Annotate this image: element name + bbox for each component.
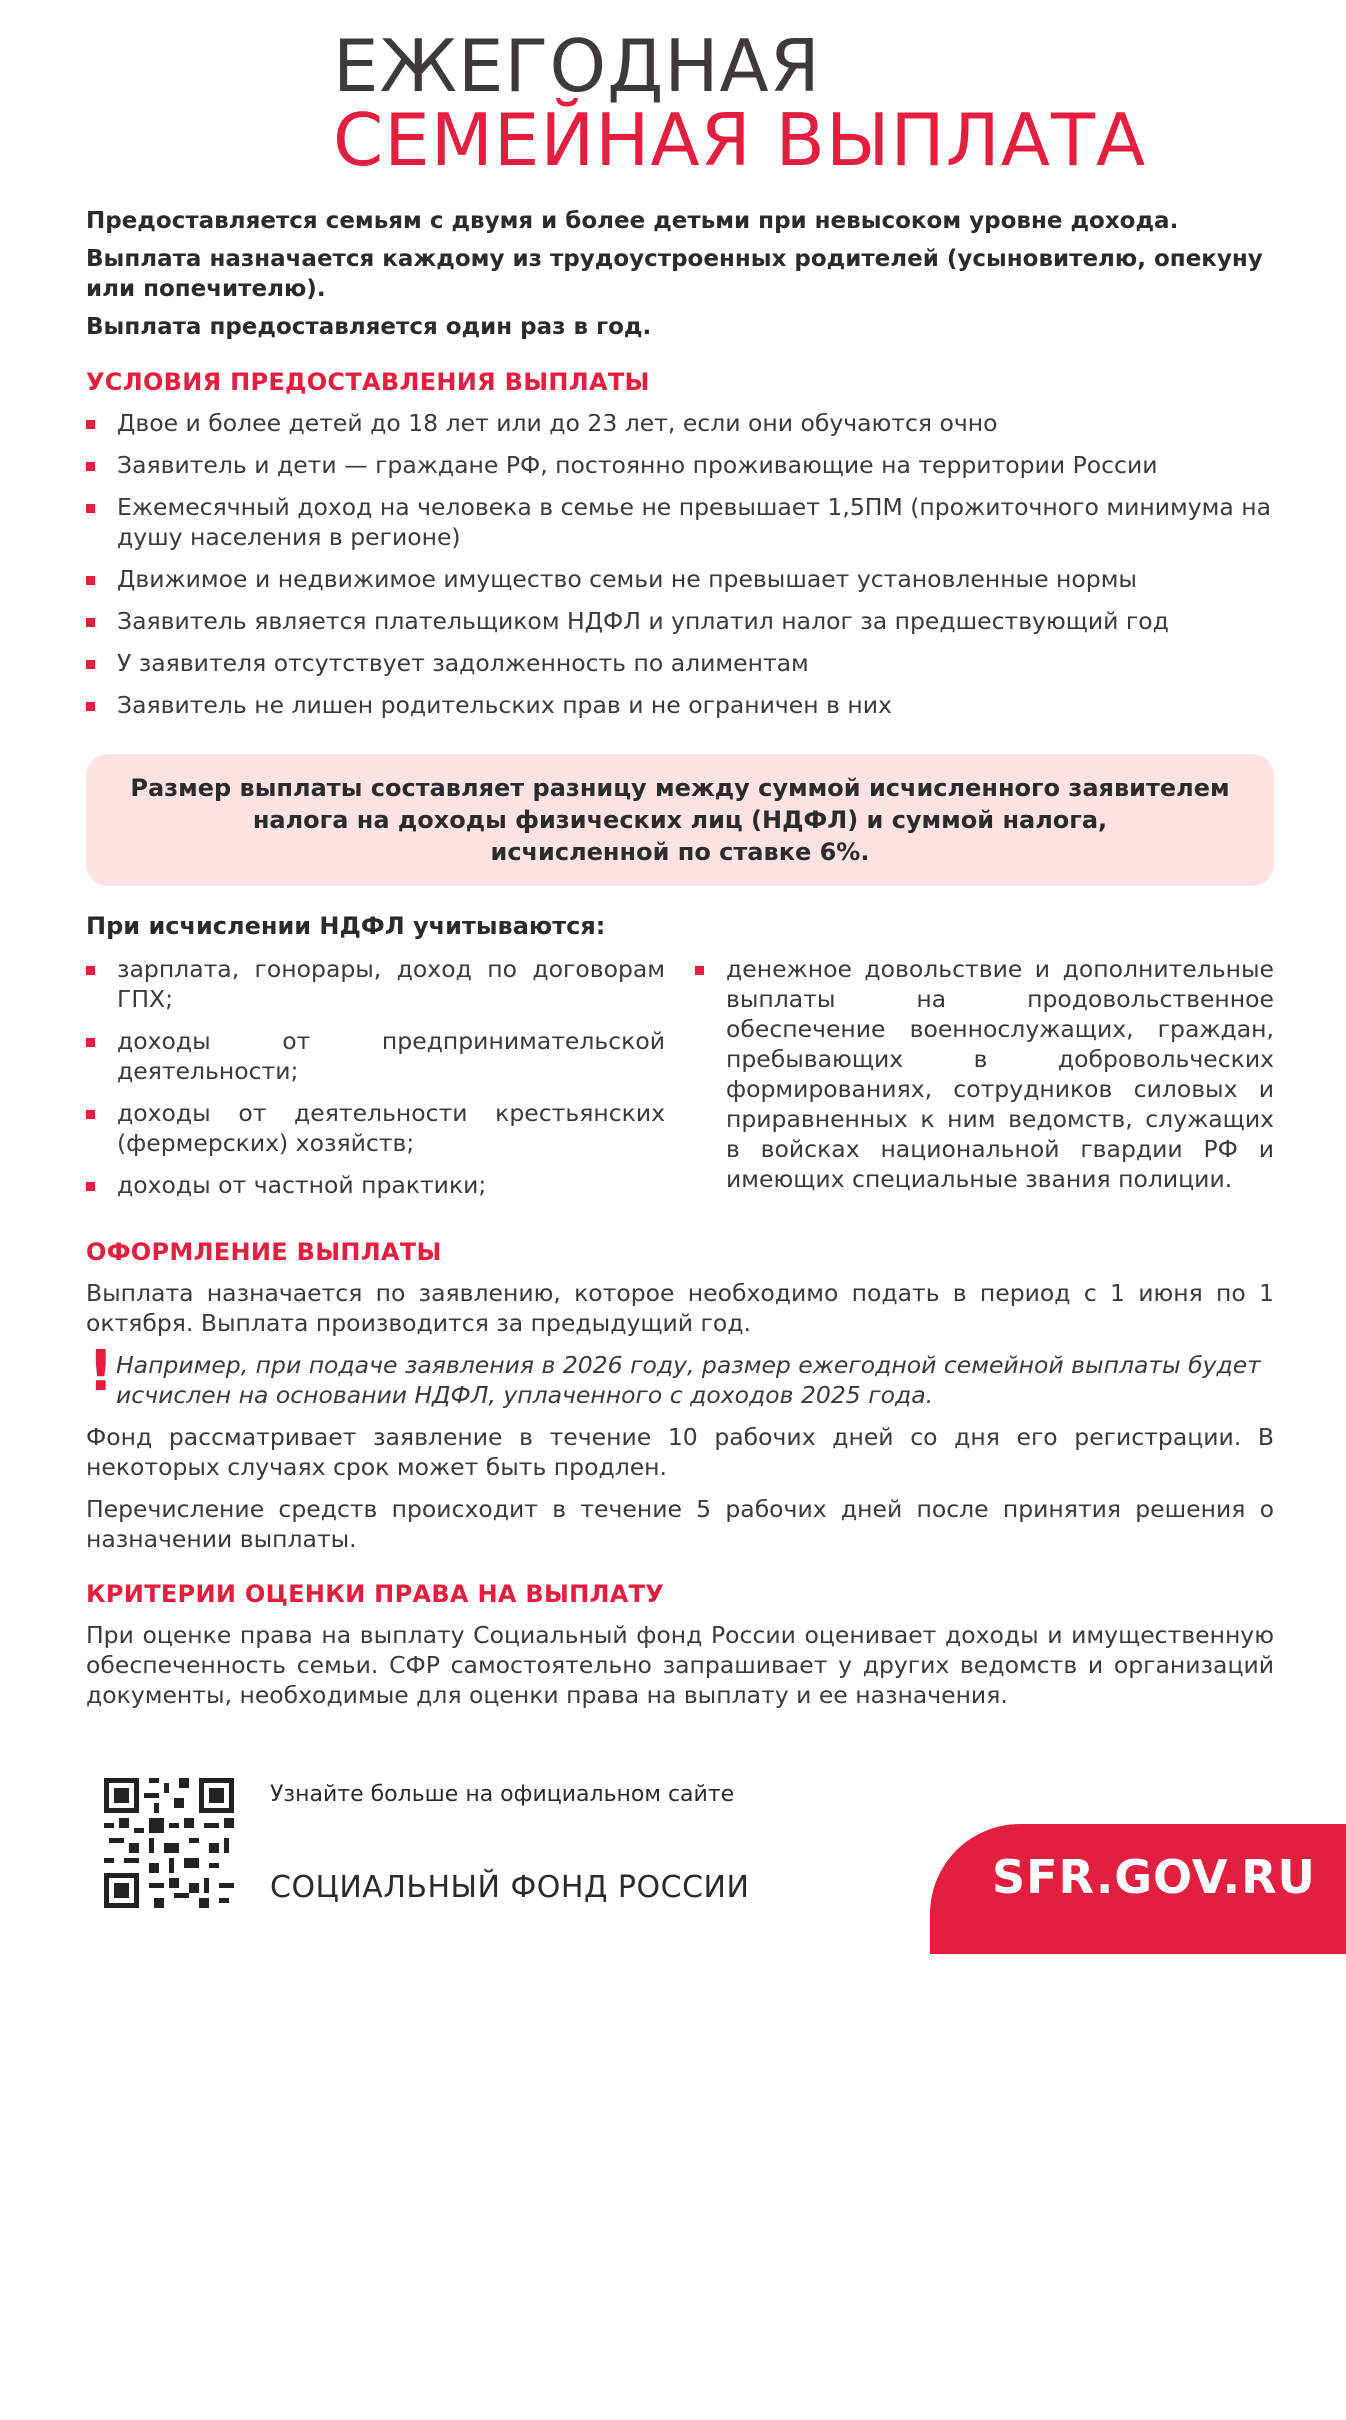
example-note-text: Например, при подаче заявления в 2026 году, размер ежегодной семейной выплаты будет исчислен на основании НДФЛ, уплаченного с доходов 2025 года. [116, 1351, 1261, 1409]
list-item [86, 648, 1274, 678]
ndfl-left-list [86, 954, 665, 1200]
bullet-square-icon [86, 504, 95, 513]
bullet-square-icon [86, 1038, 95, 1047]
list-item-text: зарплата, гонорары, доход по договорам ГПХ; [117, 955, 665, 1013]
footer-org-name: СОЦИАЛЬНЫЙ ФОНД РОССИИ [270, 1870, 750, 1905]
list-item-text: Движимое и недвижимое имущество семьи не превышает установленные нормы [117, 565, 1137, 593]
bullet-square-icon [86, 618, 95, 627]
list-item-text: Заявитель и дети — граждане РФ, постоянно проживающие на территории России [117, 451, 1158, 479]
bullet-square-icon [86, 660, 95, 669]
callout-line: налога на доходы физических лиц (НДФЛ) и суммой налога, [252, 806, 1108, 834]
ndfl-heading: При исчислении НДФЛ учитываются: [86, 912, 606, 940]
list-item [86, 954, 665, 1014]
bullet-square-icon [86, 576, 95, 585]
list-item [86, 690, 1274, 720]
title-line-2: СЕМЕЙНАЯ ВЫПЛАТА [333, 98, 1147, 182]
callout-line: исчисленной по ставке 6%. [490, 838, 870, 866]
list-item-text: Заявитель является плательщиком НДФЛ и уплатил налог за предшествующий год [117, 607, 1169, 635]
list-item [86, 1026, 665, 1086]
intro-line: Предоставляется семьям с двумя и более детьми при невысоком уровне дохода. [86, 208, 1179, 234]
intro-block [86, 206, 1274, 342]
conditions-heading: УСЛОВИЯ ПРЕДОСТАВЛЕНИЯ ВЫПЛАТЫ [86, 368, 650, 396]
conditions-list [86, 408, 1274, 720]
application-paragraph: Выплата назначается по заявлению, которое необходимо подать в период с 1 июня по 1 октября. Выплата производится за предыдущий год. [86, 1279, 1274, 1337]
intro-line: Выплата предоставляется один раз в год. [86, 314, 652, 340]
footer-hint: Узнайте больше на официальном сайте [270, 1782, 735, 1807]
bullet-square-icon [86, 462, 95, 471]
list-item [86, 606, 1274, 636]
list-item [695, 954, 1274, 1194]
ndfl-columns [86, 954, 1274, 1212]
list-item-text: У заявителя отсутствует задолженность по алиментам [117, 649, 809, 677]
list-item-text: Двое и более детей до 18 лет или до 23 лет, если они обучаются очно [117, 409, 998, 437]
bullet-square-icon [86, 966, 95, 975]
list-item [86, 1170, 665, 1200]
list-item [86, 450, 1274, 480]
list-item-text: Ежемесячный доход на человека в семье не превышает 1,5ПМ (прожиточного минимума на душу населения в регионе) [117, 493, 1271, 551]
title-line-1: ЕЖЕГОДНАЯ [333, 24, 821, 108]
bullet-square-icon [695, 966, 704, 975]
bullet-square-icon [86, 420, 95, 429]
list-item [86, 1098, 665, 1158]
exclamation-icon: ! [88, 1339, 114, 1404]
criteria-heading: КРИТЕРИИ ОЦЕНКИ ПРАВА НА ВЫПЛАТУ [86, 1580, 665, 1608]
qr-code-icon[interactable] [104, 1778, 234, 1908]
list-item [86, 492, 1274, 552]
bullet-square-icon [86, 702, 95, 711]
callout-line: Размер выплаты составляет разницу между суммой исчисленного заявителем [130, 774, 1230, 802]
bullet-square-icon [86, 1182, 95, 1191]
ndfl-left-column [86, 954, 665, 1212]
example-note [86, 1339, 1274, 1410]
bullet-square-icon [86, 1110, 95, 1119]
application-paragraph: Фонд рассматривает заявление в течение 10 рабочих дней со дня его регистрации. В некоторых случаях срок может быть продлен. [86, 1423, 1274, 1481]
criteria-paragraph: При оценке права на выплату Социальный фонд России оценивает доходы и имущественную обеспеченность семьи. СФР самостоятельно запрашивает у других ведомств и организаций документы, необходимые для оценки права на выплату и ее назначения. [86, 1621, 1274, 1709]
list-item-text: Заявитель не лишен родительских прав и не ограничен в них [117, 691, 892, 719]
footer [0, 1760, 1346, 1920]
payment-amount-callout [86, 754, 1274, 886]
intro-line: Выплата назначается каждому из трудоустроенных родителей (усыновителю, опекуну или попечителю). [86, 246, 1263, 302]
list-item-text: доходы от частной практики; [117, 1171, 487, 1199]
list-item-text: доходы от деятельности крестьянских (фермерских) хозяйств; [117, 1099, 665, 1157]
ndfl-right-column [695, 954, 1274, 1212]
ndfl-right-list [695, 954, 1274, 1194]
page-title [333, 24, 1147, 182]
list-item-text: доходы от предпринимательской деятельности; [117, 1027, 665, 1085]
application-paragraph: Перечисление средств происходит в течение 5 рабочих дней после принятия решения о назначении выплаты. [86, 1495, 1274, 1553]
website-link[interactable]: SFR.GOV.RU [992, 1850, 1316, 1904]
application-heading: ОФОРМЛЕНИЕ ВЫПЛАТЫ [86, 1238, 442, 1266]
main-content [86, 206, 1274, 1722]
list-item [86, 408, 1274, 438]
sfr-logo-icon [25, 18, 140, 110]
list-item-text: денежное довольствие и дополнительные выплаты на продовольственное обеспечение военнослужащих, граждан, пребывающих в добровольческих формированиях, сотрудников силовых и приравненных к ним ведомств, служащих в войсках национальной гвардии РФ и имеющих специальные звания полиции. [726, 955, 1274, 1193]
list-item [86, 564, 1274, 594]
